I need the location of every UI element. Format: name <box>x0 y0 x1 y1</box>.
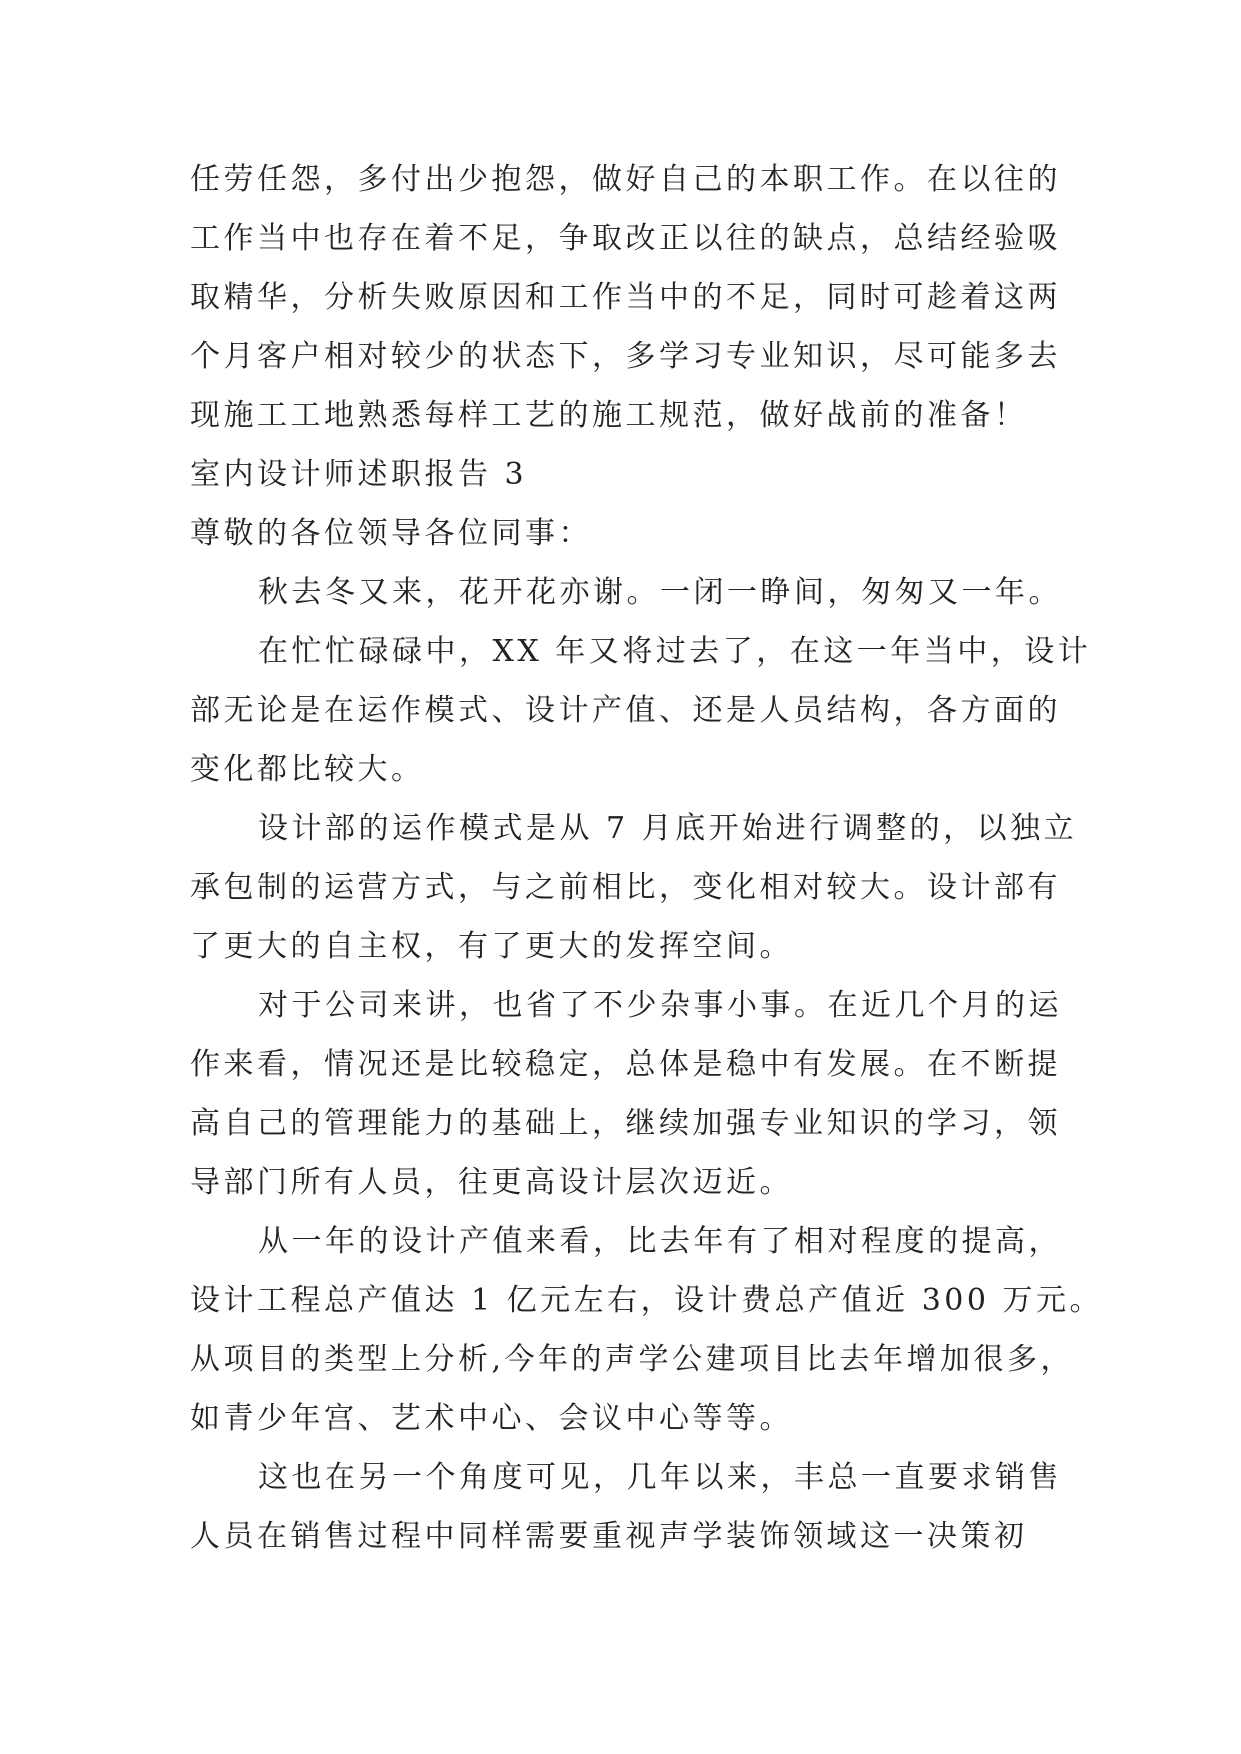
text-line: 变化都比较大。 <box>190 752 425 787</box>
text-line: 承包制的运营方式，与之前相比，变化相对较大。设计部有 <box>190 870 1061 905</box>
text-line: 任劳任怨，多付出少抱怨，做好自己的本职工作。在以往的 <box>190 162 1061 197</box>
text-line: 对于公司来讲，也省了不少杂事小事。在近几个月的运 <box>258 988 1062 1023</box>
text-line: 从项目的类型上分析,今年的声学公建项目比去年增加很多， <box>190 1342 1075 1377</box>
text-line: 从一年的设计产值来看，比去年有了相对程度的提高， <box>258 1224 1062 1259</box>
text-line: 导部门所有人员，往更高设计层次迈近。 <box>190 1165 793 1200</box>
text-line: 取精华，分析失败原因和工作当中的不足，同时可趁着这两 <box>190 280 1061 315</box>
text-line: 作来看，情况还是比较稳定，总体是稳中有发展。在不断提 <box>190 1047 1061 1082</box>
text-line: 设计部的运作模式是从 7 月底开始进行调整的，以独立 <box>258 811 1078 846</box>
text-line: 现施工工地熟悉每样工艺的施工规范，做好战前的准备！ <box>190 398 1028 433</box>
text-line: 设计工程总产值达 1 亿元左右，设计费总产值近 300 万元。 <box>190 1283 1103 1318</box>
text-line: 人员在销售过程中同样需要重视声学装饰领域这一决策初 <box>190 1519 1028 1554</box>
text-line: 秋去冬又来，花开花亦谢。一闭一睁间，匆匆又一年。 <box>258 575 1062 610</box>
text-line: 在忙忙碌碌中，XX 年又将过去了，在这一年当中，设计 <box>258 634 1092 669</box>
section-heading: 室内设计师述职报告 3 <box>190 457 528 492</box>
text-line: 如青少年宫、艺术中心、会议中心等等。 <box>190 1401 793 1436</box>
text-line: 高自己的管理能力的基础上，继续加强专业知识的学习，领 <box>190 1106 1061 1141</box>
salutation: 尊敬的各位领导各位同事： <box>190 516 592 551</box>
text-line: 部无论是在运作模式、设计产值、还是人员结构，各方面的 <box>190 693 1061 728</box>
text-line: 了更大的自主权，有了更大的发挥空间。 <box>190 929 793 964</box>
text-line: 这也在另一个角度可见，几年以来，丰总一直要求销售 <box>258 1460 1062 1495</box>
text-line: 个月客户相对较少的状态下，多学习专业知识，尽可能多去 <box>190 339 1061 374</box>
text-line: 工作当中也存在着不足，争取改正以往的缺点，总结经验吸 <box>190 221 1061 256</box>
